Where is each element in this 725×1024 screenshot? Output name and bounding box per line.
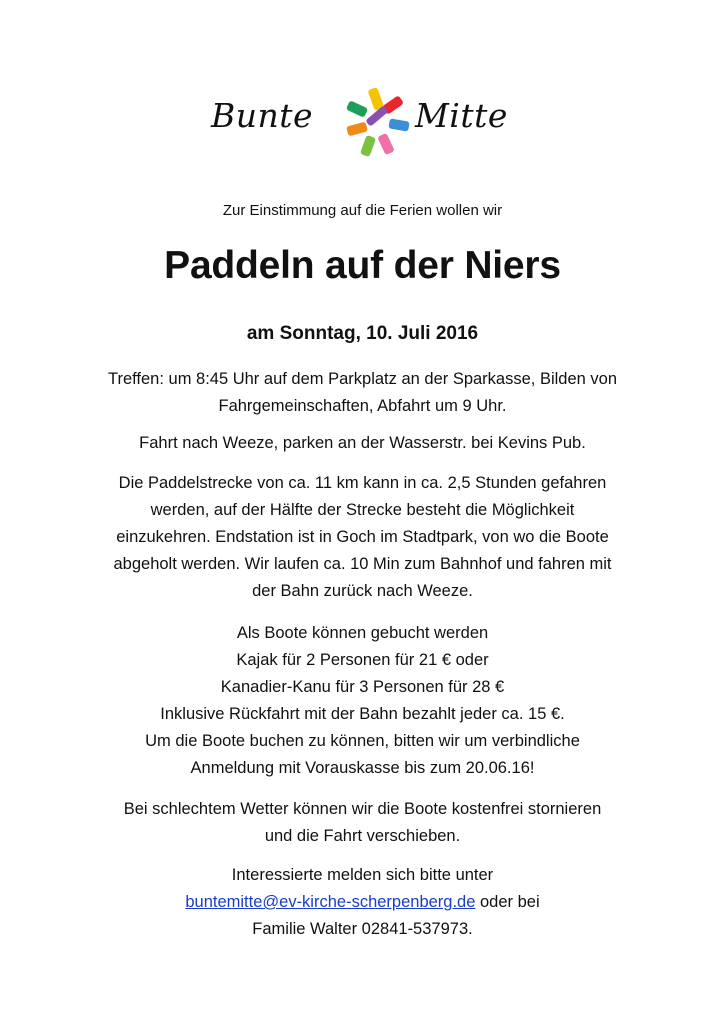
drive-line: Fahrt nach Weeze, parken an der Wasserstr. bei Kevins Pub. [139, 434, 586, 452]
route-line: abgeholt werden. Wir laufen ca. 10 Min zum Bahnhof und fahren mit [113, 555, 612, 573]
meeting-line: Treffen: um 8:45 Uhr auf dem Parkplatz an der Sparkasse, Bilden von [107, 370, 618, 388]
bunte-mitte-logo [205, 86, 525, 158]
route-line: der Bahn zurück nach Weeze. [252, 582, 473, 600]
route-line: werden, auf der Hälfte der Strecke besteht die Möglichkeit [150, 501, 575, 519]
contact-email-link[interactable]: buntemitte@ev-kirche-scherpenberg.de [185, 893, 476, 911]
meeting-line: Fahrgemeinschaften, Abfahrt um 9 Uhr. [218, 397, 507, 415]
boats-line: Kajak für 2 Personen für 21 € oder [236, 651, 489, 669]
event-date: am Sonntag, 10. Juli 2016 [246, 323, 479, 344]
contact-email-suffix: oder bei [475, 893, 540, 911]
page-title: Paddeln auf der Niers [164, 244, 561, 287]
route-line: einzukehren. Endstation ist in Goch im Stadtpark, von wo die Boote [116, 528, 609, 546]
route-paragraph [60, 470, 665, 605]
boats-line: Inklusive Rückfahrt mit der Bahn bezahlt jeder ca. 15 €. [160, 705, 565, 723]
boats-line: Kanadier-Kanu für 3 Personen für 28 € [220, 678, 505, 696]
hands-logo-icon [343, 86, 413, 158]
meeting-paragraph [60, 366, 665, 420]
weather-line: Bei schlechtem Wetter können wir die Boote kostenfrei stornieren [123, 800, 602, 818]
route-line: Die Paddelstrecke von ca. 11 km kann in ca. 2,5 Stunden gefahren [118, 474, 607, 492]
contact-email-line [60, 889, 665, 916]
logo-word-bunte: Bunte [211, 96, 314, 135]
boats-paragraph [60, 620, 665, 782]
weather-paragraph [60, 796, 665, 850]
intro-text: Zur Einstimmung auf die Ferien wollen wir [222, 202, 503, 219]
contact-line: Interessierte melden sich bitte unter [231, 866, 494, 884]
logo-word-mitte: Mitte [415, 96, 508, 135]
weather-line: und die Fahrt verschieben. [264, 827, 461, 845]
boats-line: Anmeldung mit Vorauskasse bis zum 20.06.16! [190, 759, 535, 777]
contact-line: Familie Walter 02841-537973. [252, 920, 473, 938]
boats-line: Um die Boote buchen zu können, bitten wir um verbindliche [145, 732, 580, 750]
boats-line: Als Boote können gebucht werden [236, 624, 489, 642]
contact-paragraph [60, 862, 665, 943]
drive-paragraph [60, 430, 665, 457]
